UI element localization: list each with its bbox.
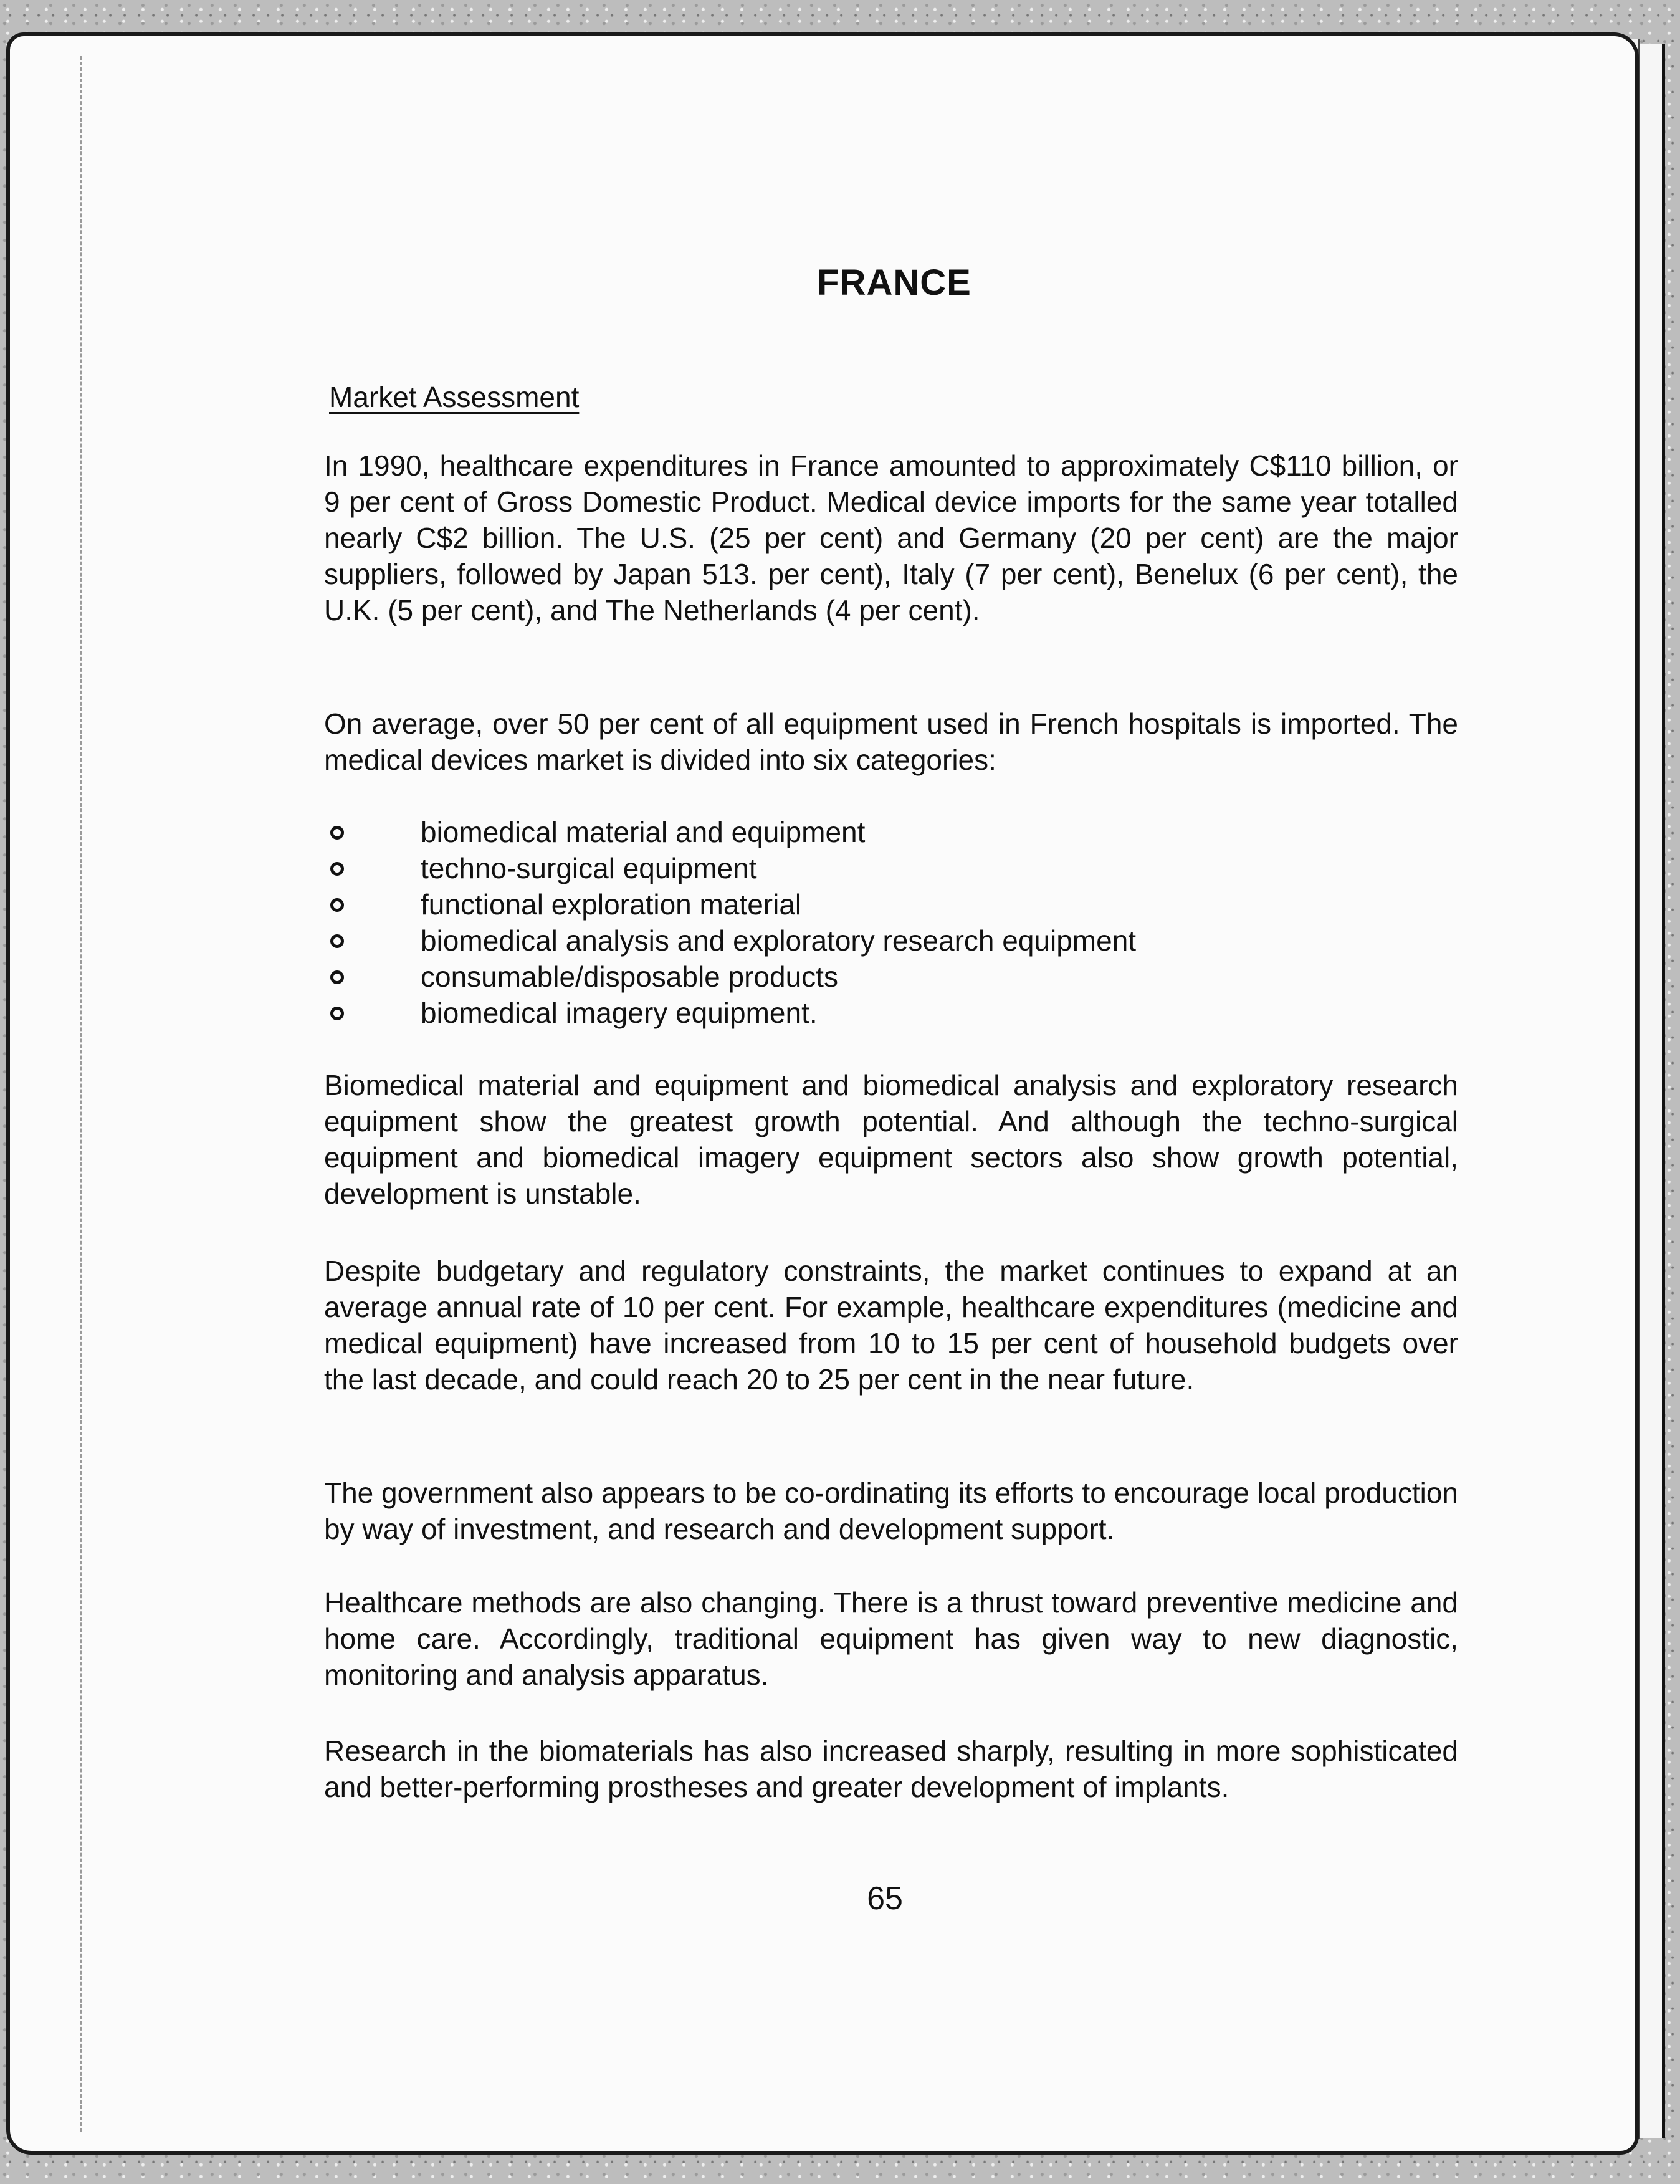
paragraph-market-expansion: Despite budgetary and regulatory constraints, the market continues to expand at an average annual rate of 10 per cent. For example, healthcare expenditures (medicine and medical equipment) have increased from 10 to 15 per cent of household budgets over the last decade, and could reach 20 to 25 per cent in the near future. xyxy=(324,1255,1458,1396)
paragraph-growth-potential: Biomedical material and equipment and biomedical analysis and exploratory research equipment show the greatest growth potential. And although the techno-surgical equipment and biomedical imagery equipment sectors also show growth potential, development is unstable. xyxy=(324,1069,1458,1210)
list-item xyxy=(324,886,1458,922)
list-item-text: consumable/disposable products xyxy=(421,960,838,993)
paragraph-healthcare-methods: Healthcare methods are also changing. There is a thrust toward preventive medicine and home care. Accordingly, traditional equipment has given way to new diagnostic, monitoring and analysis apparatus. xyxy=(324,1586,1458,1691)
bullet-circle-icon xyxy=(330,898,344,912)
list-item-text: biomedical analysis and exploratory research equipment xyxy=(421,924,1137,957)
bullet-circle-icon xyxy=(330,1007,344,1020)
list-item-text: techno-surgical equipment xyxy=(421,852,757,884)
category-list xyxy=(324,814,1458,1031)
paragraph-imports: In 1990, healthcare expenditures in France amounted to approximately C$110 billion, or 9 per cent of Gross Domestic Product. Medical device imports for the same year totalled nearly C$2 billion. The U.S. (25 per cent) and Germany (20 per cent) are the major suppliers, followed by Japan 513. per cent), Italy (7 per cent), Benelux (6 per cent), the U.K. (5 per cent), and The Netherlands (4 per cent). xyxy=(324,449,1458,626)
list-item xyxy=(324,922,1458,959)
list-item xyxy=(324,814,1458,850)
list-item-text: functional exploration material xyxy=(421,888,802,921)
section-heading: Market Assessment xyxy=(329,381,580,413)
bullet-circle-icon xyxy=(330,970,344,984)
paragraph-categories-intro: On average, over 50 per cent of all equipment used in French hospitals is imported. The medical devices market is divided into six categories: xyxy=(324,707,1458,776)
paragraph-biomaterials: Research in the biomaterials has also increased sharply, resulting in more sophisticated and better-performing prostheses and greater development of implants. xyxy=(324,1735,1458,1803)
page-number: 65 xyxy=(867,1880,903,1917)
bullet-circle-icon xyxy=(330,826,344,840)
paragraph-government: The government also appears to be co-ordinating its efforts to encourage local production by way of investment, and research and development support. xyxy=(324,1477,1458,1545)
page-title: FRANCE xyxy=(817,262,971,303)
list-item xyxy=(324,959,1458,995)
list-item-text: biomedical material and equipment xyxy=(421,816,866,848)
bullet-circle-icon xyxy=(330,862,344,876)
list-item-text: biomedical imagery equipment. xyxy=(421,997,818,1029)
bullet-circle-icon xyxy=(330,934,344,948)
list-item xyxy=(324,995,1458,1031)
list-item xyxy=(324,850,1458,886)
